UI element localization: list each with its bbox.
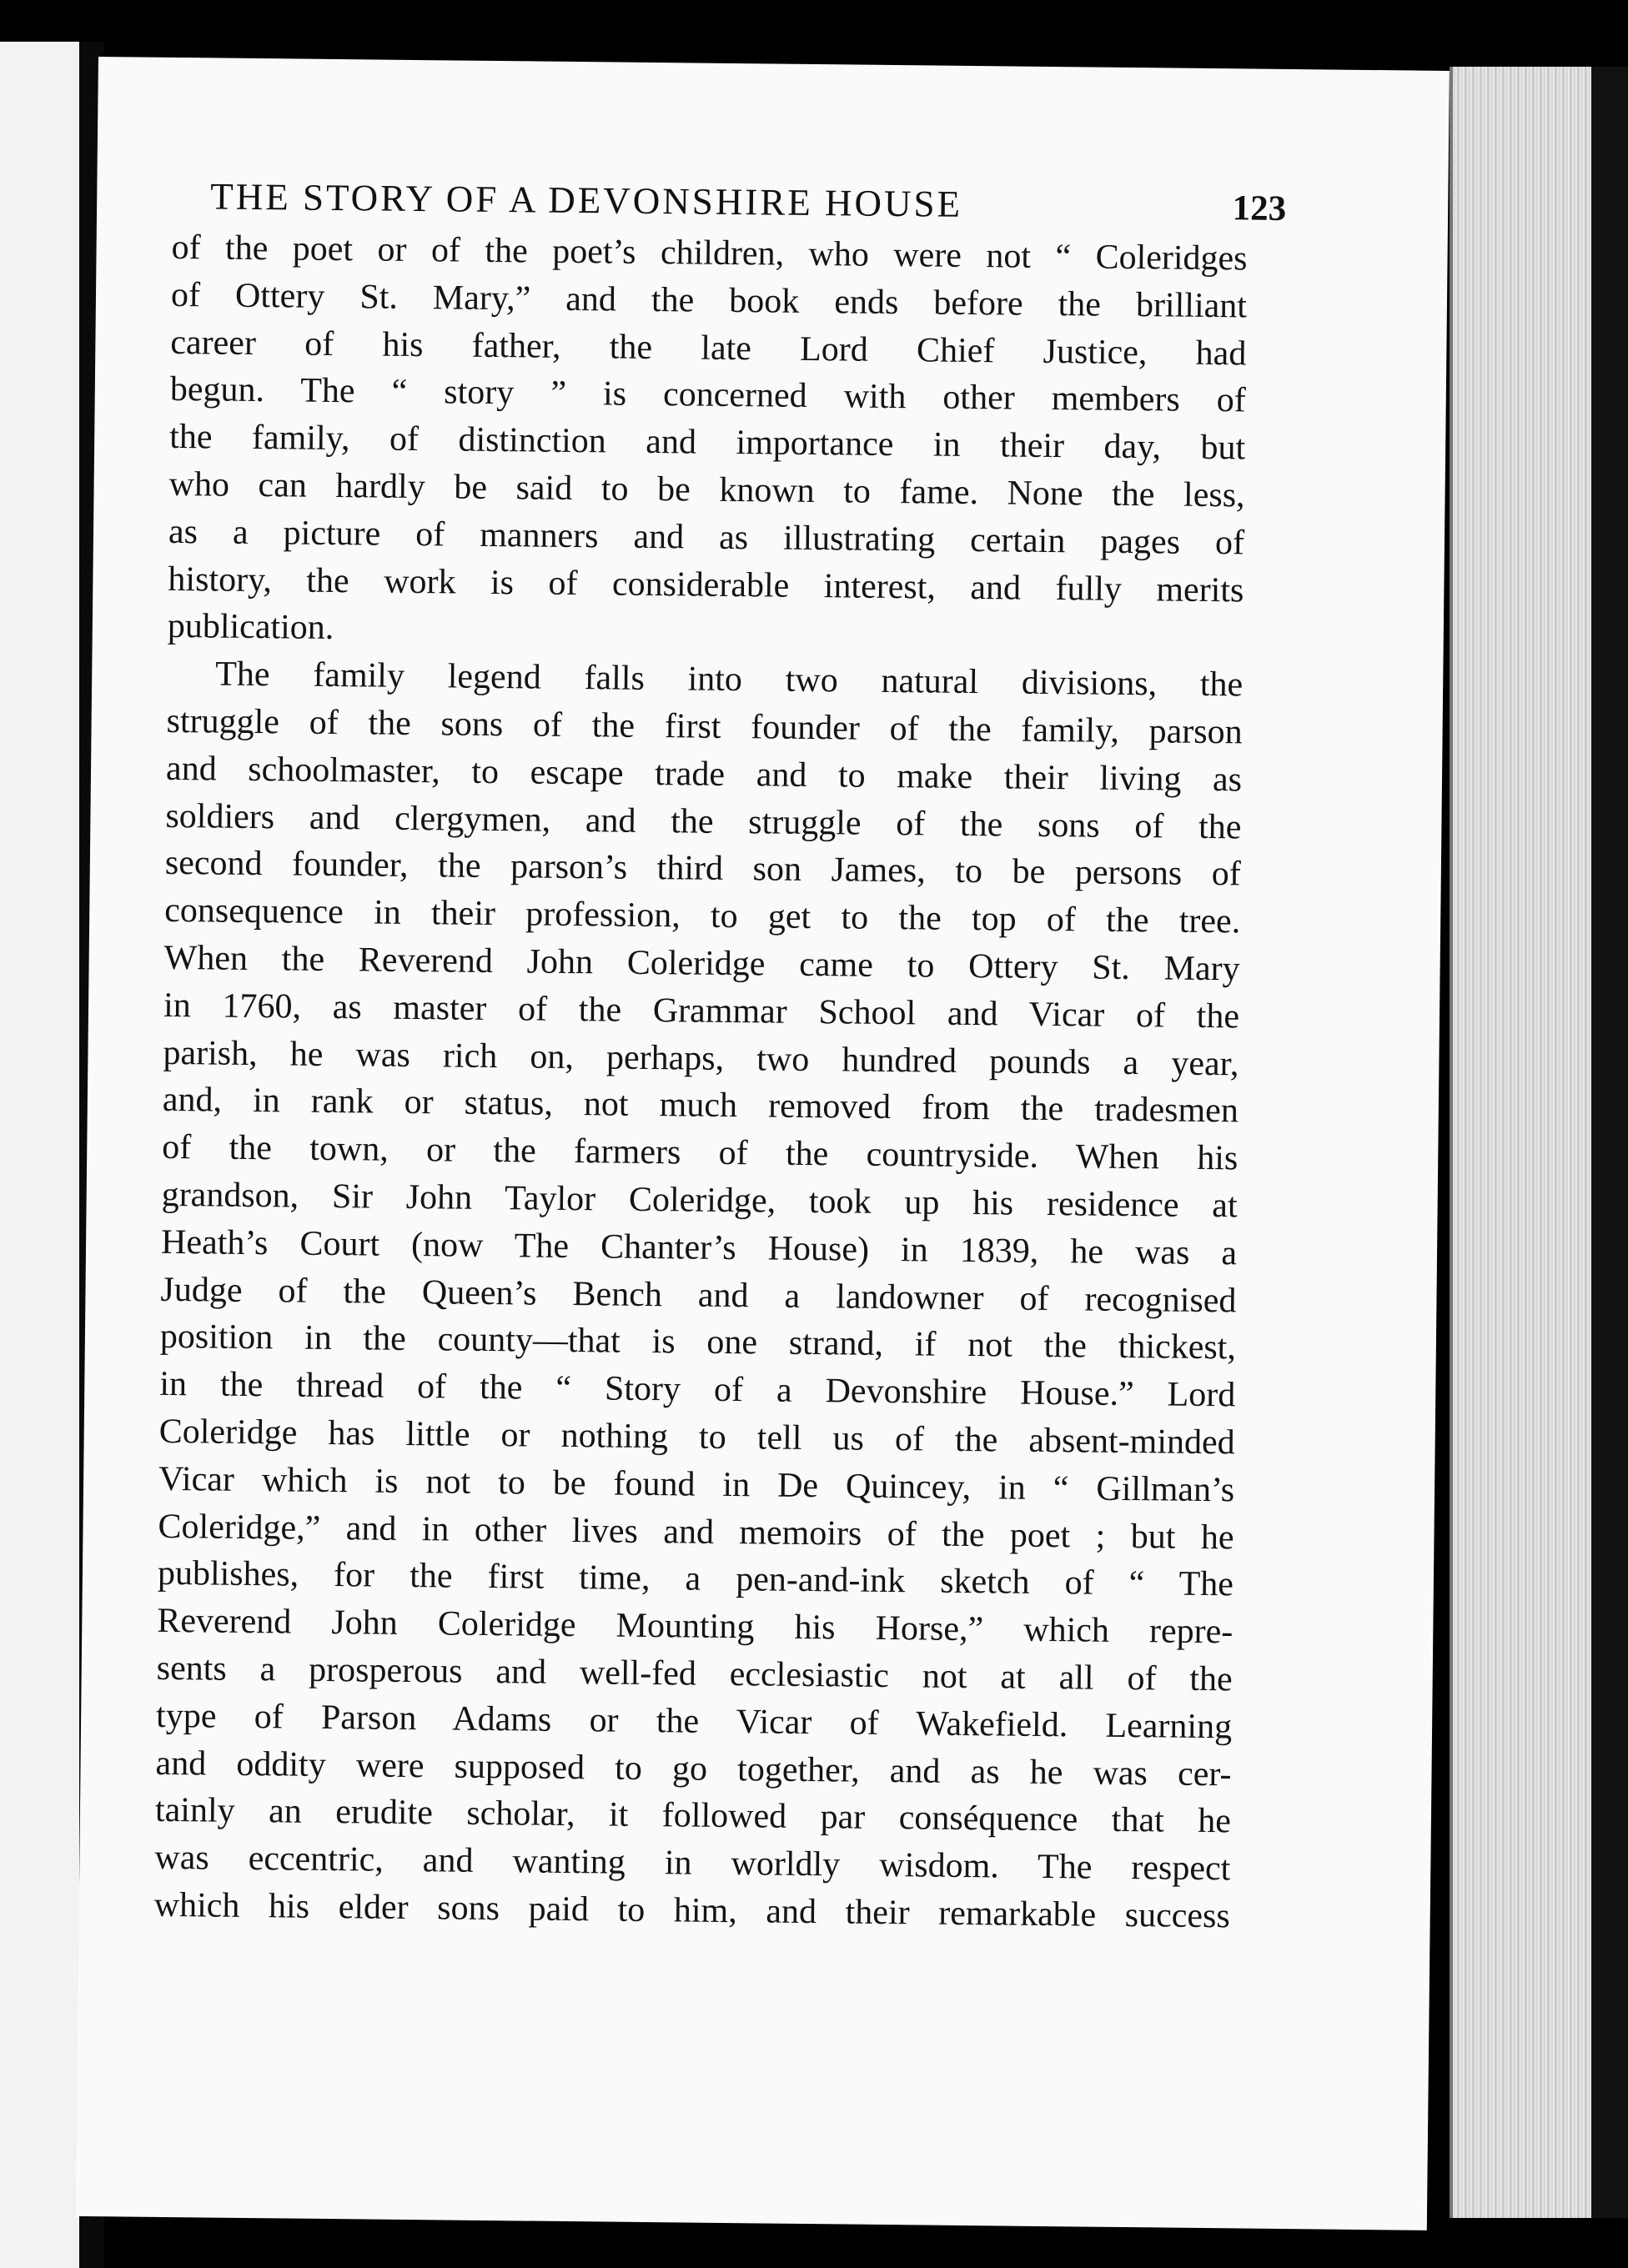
text-line: of the poet or of the poet’s children, who were not “ Coleridges [171, 228, 1248, 278]
text-line: career of his father, the late Lord Chief Justice, had [170, 323, 1247, 374]
facing-page-edge [0, 42, 86, 2268]
text-line: type of Parson Adams or the Vicar of Wakefield. Learning [155, 1696, 1233, 1747]
text-line: and, in rank or status, not much removed from the tradesmen [162, 1081, 1239, 1131]
page-edge-shadow [1591, 67, 1628, 2218]
text-line: sents a prosperous and well-fed ecclesiastic not at all of the [156, 1648, 1233, 1699]
text-line: soldiers and clergymen, and the struggle of the sons of the [165, 796, 1242, 846]
text-line: When the Reverend John Coleridge came to Ottery St. Mary [163, 938, 1240, 989]
book-page [76, 57, 1450, 2230]
text-line: position in the county—that is one strand, if not the thickest, [159, 1317, 1237, 1367]
text-line: Coleridge has little or nothing to tell us of the absent-minded [158, 1412, 1235, 1463]
text-line: publication. [167, 607, 334, 648]
text-line: consequence in their profession, to get to the top of the tree. [164, 891, 1241, 941]
text-line: grandson, Sir John Taylor Coleridge, took up his residence at [161, 1175, 1238, 1226]
text-line: publishes, for the first time, a pen-and-ink sketch of “ The [157, 1554, 1234, 1604]
text-line: in 1760, as master of the Grammar School and Vicar of the [163, 986, 1240, 1036]
text-line: Heath’s Court (now The Chanter’s House) in 1839, he was a [160, 1222, 1238, 1273]
running-title: THE STORY OF A DEVONSHIRE HOUSE [209, 175, 963, 225]
text-line: second founder, the parson’s third son James, to be persons of [164, 844, 1242, 894]
text-line: Vicar which is not to be found in De Quincey, in “ Gillman’s [158, 1459, 1235, 1510]
page-stack-edges [1450, 67, 1595, 2218]
text-line: and oddity were supposed to go together, and as he was cer- [155, 1744, 1232, 1794]
text-line: who can hardly be said to be known to fame. None the less, [168, 464, 1245, 515]
text-line: Reverend John Coleridge Mounting his Horse,” which repre- [157, 1601, 1234, 1652]
text-line: which his elder sons paid to him, and their remarkable success [153, 1885, 1230, 1936]
text-line: Judge of the Queen’s Bench and a landowner of recognised [160, 1270, 1237, 1320]
text-line: begun. The “ story ” is concerned with other members of [169, 370, 1246, 420]
text-line: as a picture of manners and as illustrating certain pages of [168, 512, 1245, 563]
page-number: 123 [1232, 188, 1287, 228]
body-text [153, 224, 1247, 1940]
text-line: history, the work is of considerable interest, and fully merits [168, 559, 1244, 610]
text-line: in the thread of the “ Story of a Devonshire House.” Lord [159, 1364, 1236, 1415]
text-line: of Ottery St. Mary,” and the book ends before the brilliant [170, 275, 1248, 326]
text-line: parish, he was rich on, perhaps, two hundred pounds a year, [163, 1033, 1239, 1083]
text-line: was eccentric, and wanting in worldly wisdom. The respect [154, 1838, 1231, 1889]
text-line: tainly an erudite scholar, it followed par conséquence that he [154, 1791, 1232, 1841]
text-line: Coleridge,” and in other lives and memoirs of the poet ; but he [158, 1507, 1234, 1557]
text-line: struggle of the sons of the first founder of the family, parson [166, 701, 1243, 752]
text-line: the family, of distinction and importance in their day, but [168, 418, 1246, 468]
text-line: and schoolmaster, to escape trade and to make their living as [165, 749, 1243, 800]
text-line: of the town, or the farmers of the countryside. When his [162, 1128, 1239, 1178]
text-line: The family legend falls into two natural divisions, the [215, 655, 1244, 705]
